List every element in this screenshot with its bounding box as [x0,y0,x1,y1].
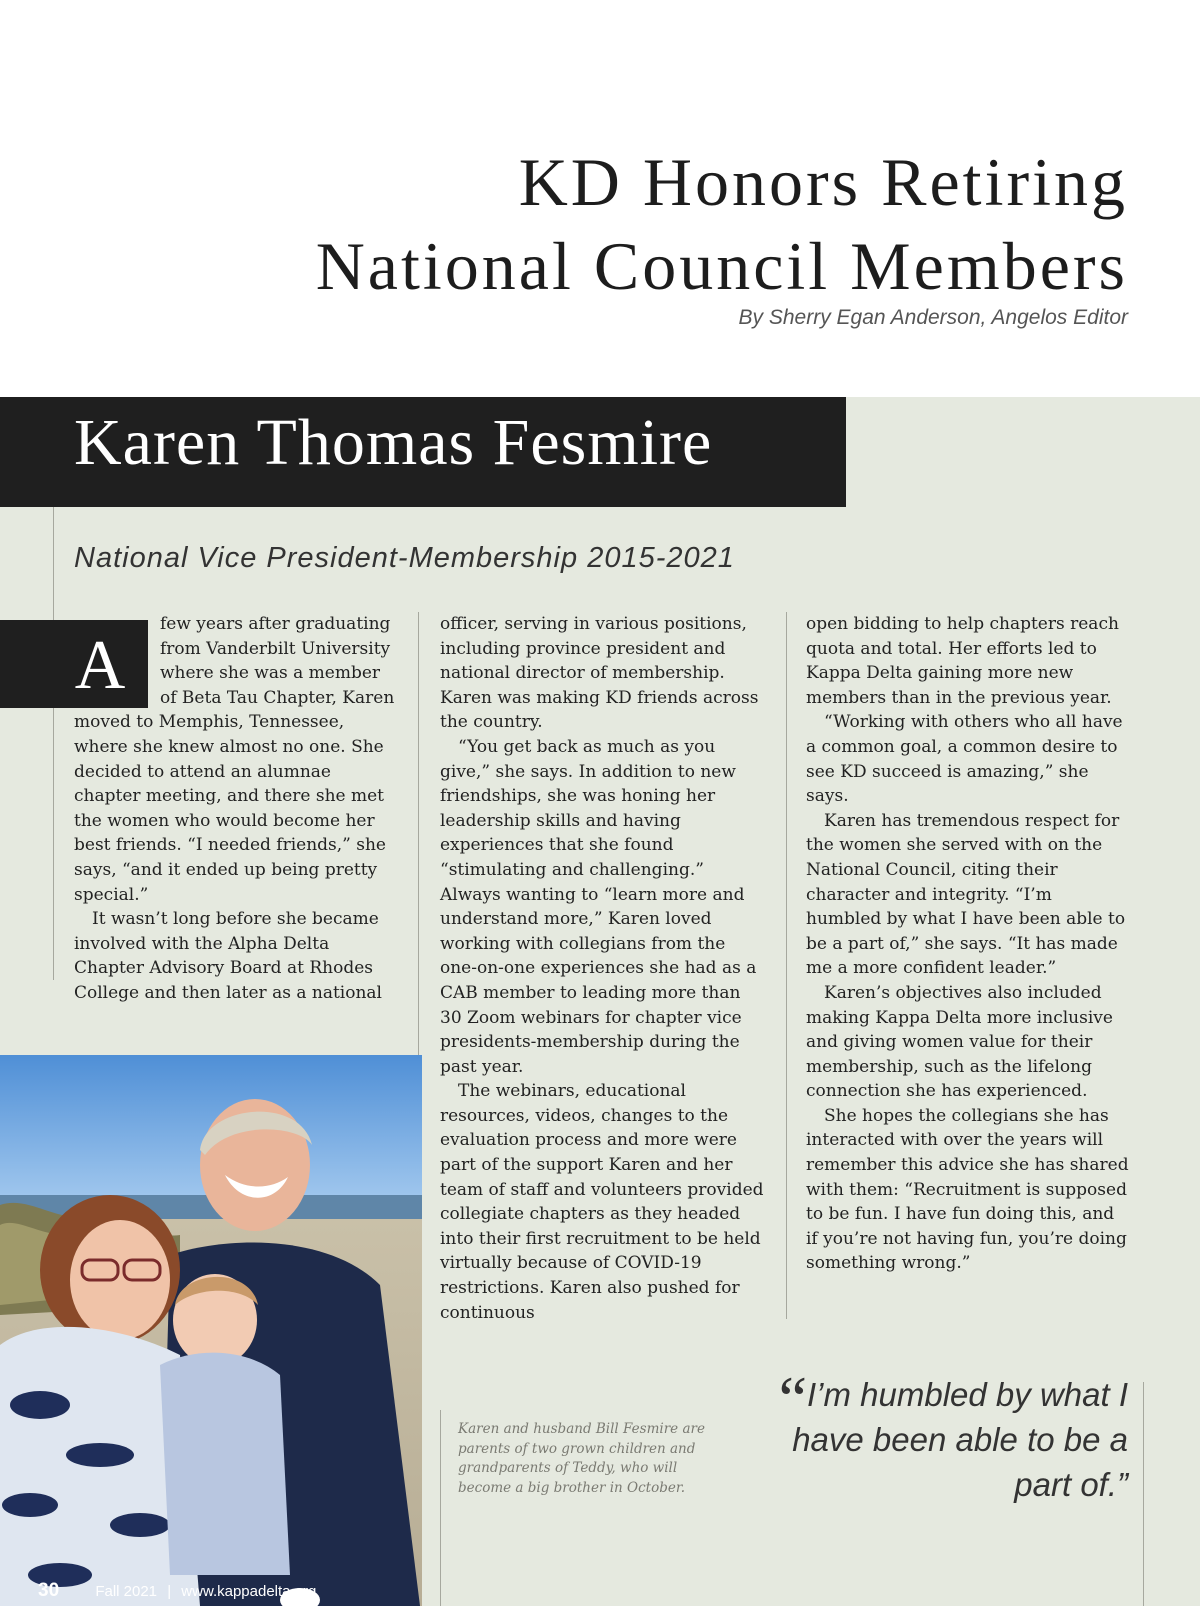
article-column-1 [74,612,398,1006]
caption-rule [440,1410,441,1606]
article-column-3 [806,612,1130,1276]
paragraph: “You get back as much as you give,” she says. In addition to new friendships, she was honing her leadership skills and having experiences that she found “stimulating and challenging.” Always wanting to “learn more and understand more,” Karen loved working with collegians from the one-on-one experiences she had as a CAB member to leading more than 30 Zoom webinars for chapter vice presidents-membership during the past year. [440,736,757,1077]
left-rule [53,507,54,980]
article-column-2 [440,612,764,1325]
website-link[interactable]: www.kappadelta.org [181,1583,317,1600]
paragraph: The webinars, educational resources, videos, changes to the evaluation process and more were part of the support Karen and her team of staff and volunteers provided collegiate chapters as they headed into their first recruitment to be held virtually because of COVID-19 restrictions. Karen also pushed for continuous [440,1081,764,1323]
title-line-1: KD Honors Retiring [518,144,1128,220]
title-line-2: National Council Members [315,228,1128,304]
paragraph: Karen’s objectives also included making Kappa Delta more inclusive and giving women value for their membership, such as the lifelong connection she has experienced. [806,982,1113,1102]
article-title [128,140,1128,308]
profile-name: Karen Thomas Fesmire [74,406,713,479]
paragraph: It wasn’t long before she became involved with the Alpha Delta Chapter Advisory Board at Rhodes College and then later as a national [74,909,382,1003]
page-number: 30 [38,1580,60,1601]
paragraph: few years after graduating from Vanderbilt University where she was a member of Beta Tau Chapter, Karen moved to Memphis, Tennessee, where she knew almost no one. She decided to attend an alumnae chapter meeting, and there she met the women who would become her best friends. “I needed friends,” she says, “and it ended up being pretty special.” [74,614,395,905]
family-photo [0,1055,422,1606]
pull-quote [768,1363,1128,1507]
profile-role: National Vice President-Membership 2015-2021 [74,542,735,574]
pull-quote-text: I’m humbled by what I have been able to be a part of.” [792,1376,1128,1503]
photo-caption: Karen and husband Bill Fesmire are parents of two grown children and grandparents of Teddy, who will become a big brother in October. [458,1421,705,1496]
quote-rule [1143,1382,1144,1606]
issue-label: Fall 2021 [95,1583,158,1600]
quote-mark: “ [778,1363,804,1434]
drop-cap-spacer [74,612,160,708]
footer-separator: | [167,1583,172,1600]
drop-cap: A [74,627,126,704]
paragraph: “Working with others who all have a common goal, a common desire to see KD succeed is amazing,” she says. [806,712,1123,807]
byline: By Sherry Egan Anderson, Angelos Editor [738,306,1128,329]
paragraph: She hopes the collegians she has interacted with over the years will remember this advice she has shared with them: “Recruitment is supposed to be fun. I have fun doing this, and if you’re not having fun, you’re doing something wrong.” [806,1105,1129,1274]
paragraph: Karen has tremendous respect for the women she served with on the National Council, citing their character and integrity. “I’m humbled by what I have been able to be a part of,” she says. “It has made me a more confident leader.” [806,810,1126,979]
page-footer [38,1580,316,1602]
paragraph: officer, serving in various positions, including province president and national director of membership. Karen was making KD friends across the country. [440,614,759,733]
column-rule-2 [786,612,787,1319]
paragraph: open bidding to help chapters reach quota and total. Her efforts led to Kappa Delta gaining more new members than in the previous year. [806,614,1119,708]
